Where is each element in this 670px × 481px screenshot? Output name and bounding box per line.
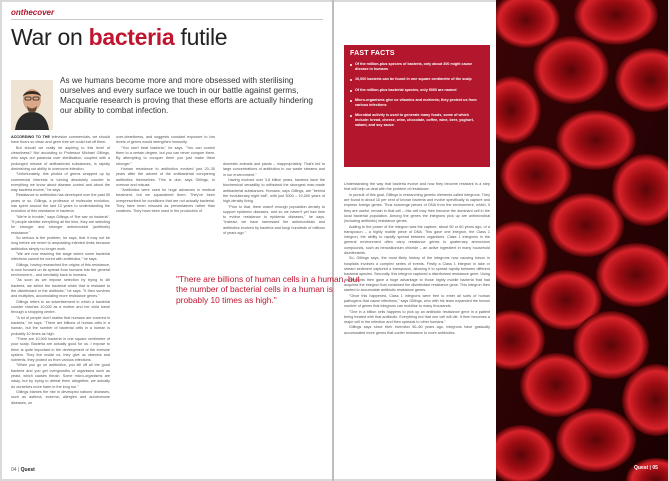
body-paragraph: Having evolved over 3.8 billion years, bacteria have the biochemical versatility to withstand the strongest man-made antibacterial substances. Humans, says Gillings, are "behind the evolutionary eight ball", with just 3000 – 10,000 years of high-density living. (223, 177, 325, 204)
standfirst: As we humans become more and more obsessed with sterilising ourselves and every surface we touch in our battle against germs, Macquarie research is proving that these efforts are actually hindering our ability to combat infection. (60, 76, 313, 115)
body-paragraph: Gillings refers to an advertisement in which a bacterial counter reaches 10,000 as a mother and her child travel through a shopping centre. (11, 299, 110, 315)
headline-prefix: War on (11, 24, 89, 50)
headline-suffix: futile (174, 24, 228, 50)
magazine-name: Quest (20, 467, 35, 473)
pull-quote: "There are billions of human cells in a human, but the number of bacterial cells in a human is probably 10 times as high." (176, 274, 360, 305)
red-cells-photo (496, 0, 668, 481)
body-paragraph: Resistance to antibiotics has developed over the past 50 years or so. Gillings, a professor of molecular evolution, has spent around the last 10 years to understanding the evolution of this resistance in bacteria. (11, 193, 110, 214)
fast-fact-item: 10,000 bacteria can be found in one square centimetre of the scalp (350, 77, 484, 82)
article-headline (11, 24, 227, 51)
fast-fact-item: Of the million-plus species of bacteria, only about 300 might cause disease in humans (350, 62, 484, 72)
headline-highlight: bacteria (88, 24, 175, 50)
author-portrait (11, 80, 53, 130)
body-paragraph: Understanding the way that bacteria evolve and how they become resistant is a step that will help us deal with the problem of resistance. (344, 182, 490, 192)
body-paragraph: "Prior to that, there wasn't enough population density to support epidemic diseases, and so we haven't yet had time to evolve resistance to epidemic diseases," he says. "Instead, we have harnessed the antimicrobials and antibiotics evolved by bacteria and fungi hundreds of millions of years ago." (223, 204, 325, 236)
lead-in: ACCORDING TO THE (11, 135, 50, 139)
left-page (2, 2, 332, 479)
body-paragraph: "There are 10,000 bacteria in one square centimetre of your scalp. Bacteria are actually good for us. I expose to them is quite important in the development of the immune system. They live inside us, they give us vitamins and nutrients, they protect us from various infections. (11, 336, 110, 363)
body-paragraph: Adding to the power of the integron was the capture, about 50 or 60 years ago, of a transposon – a highly mobile piece of DNA. This gave one integron, the Class 1 integron, the ability to rapidly spread between organisms. Class 1 integrons in the general environment often carry resistance genes to quaternary ammonium compounds, such as benzalkonium chloride – an active ingredient in many household disinfectants. (344, 224, 490, 256)
body-paragraph: domestic animals and plants – inappropriately. That's led to large concentrations of antibiotics in our waste streams and in our environment." (223, 162, 325, 177)
body-paragraph: Gillings blames the rise in developed nations' diseases, such as asthma, eczema, allergies and autoimmune diseases, on (11, 390, 110, 405)
body-column-1 (11, 135, 110, 461)
fast-fact-item: Microbial activity is used to generate many foods, some of which include: bread, cheese, wine, chocolate, coffee, wine, beer, yoghurt, salami, and soy sauce (350, 113, 484, 129)
fast-fact-item: Of the million-plus bacterial species, only 5000 are named (350, 88, 484, 93)
body-paragraph: In pursuit of this goal, Gillings is researching genetic elements called integrons. They are found in about 10 per cent of known bacteria and evolve specifically to capture and express foreign genes. Thus scavenge pieces of DNA from the environment, which, if they are useful, remain in that cell – this cell may then become the dominant cell in the local bacterial population. Among the genes the integrons pick up are antimicrobial (including antibiotic) resistance genes. (344, 192, 490, 224)
body-column-4 (344, 182, 490, 467)
body-paragraph: "We're in trouble," says Gillings of "the war on bacteria". "If people sterilise everything all the time, they are selecting for stronger and stronger antimicrobial (antibiotic) resistance." (11, 214, 110, 235)
body-paragraph: "Unfortunately, this phobia of germs wrapped up by commercial interests is turning absolutely counter to everything we know about disease control and about the way bacteria evolve," he says. (11, 172, 110, 193)
body-paragraph: "Once this happened, Class 1 integrons were free to enter all sorts of human pathogens that cause infections," says Gillings, who with his team expanded the known number of genes that integrons can mobilise to many thousands. (344, 293, 490, 309)
body-paragraph: But should we really be aspiring to this level of cleanliness? Not according to Professor Michael Gillings, who says our paranoia over sterilisation, coupled with a prolonged misuse of antibacterial substances, is rapidly diminishing our ability to overcome infection. (11, 145, 110, 171)
magazine-name: Quest (634, 465, 649, 471)
fast-fact-item: Micro-organisms give us vitamins and nutrients; they protect us from various infections (350, 98, 484, 108)
body-paragraph: "We are now reaching the stage where some bacterial infections cannot be cured with antibiotics," he says. (11, 251, 110, 262)
page-number: 04 (11, 467, 17, 473)
body-paragraph: So, Gillings says, the most likely history of the integrons now causing havoc in hospitals involves a complex series of events. Firstly a Class 1 integron in lake or stream sediment captured a transposon, allowing it to spread rapidly between different bacterial species. Secondly, this integron captured a disinfectant resistance gene. Using disinfectants then gave a huge advantage to those highly mobile bacteria that had acquired the integron that contained the disinfectant resistance gene. This integron then started to accumulate antibiotic resistance genes. (344, 256, 490, 293)
fast-facts-title: FAST FACTS (350, 50, 395, 57)
body-paragraph: "A lot of people don't realise that humans are covered in bacteria," he says. "There are billions of human cells in a human, but the number of bacterial cells in a human is probably 10 times as high. (11, 315, 110, 336)
body-column-3 (223, 162, 325, 462)
lead-text: television commercials, we should have floors so clean and germ free we could eat off them. (11, 135, 110, 145)
body-paragraph: Gillings, having researched the origins of this resistance, is now focused on its spread from humans into the general environment – and inevitably back to humans. (11, 262, 110, 278)
body-paragraph: "You can't beat bacteria," he says. "You can control them to a certain degree, but you can never conquer them. By attempting to conquer them you just make them stronger." (116, 145, 215, 166)
body-paragraph (11, 135, 110, 146)
body-paragraph: over-cleanliness, and suggests constant exposure to low levels of germs would strengthen immunity. (116, 135, 215, 145)
section-tag: onthecover (11, 8, 55, 17)
body-paragraph: "As soon as we impose selection by trying to kill bacteria, we select the bacterial strain that is resistant to the disinfectant or the antibiotic," he says. "It then survives and multiplies, accumulating more resistance genes." (11, 278, 110, 299)
fast-facts-list (350, 62, 484, 129)
portrait-image (11, 80, 53, 130)
body-paragraph: Gillings says since their invention 50–60 years ago, integrons have gradually accumulated more genes that confer resistance to more antibiotics. (344, 325, 490, 335)
body-paragraph: Human resistance to antibiotics evolved just 20–30 years after the advent of the antibacterial conquering antibiotics themselves. This is due, says Gillings, to overuse and misuse. (116, 166, 215, 187)
fast-facts-box (344, 45, 490, 167)
cells-image (496, 0, 668, 481)
folio-left: 04 | Quest (11, 467, 35, 473)
section-divider (11, 19, 323, 20)
page-number: 05 (652, 465, 658, 471)
folio-right: Quest | 05 (634, 465, 658, 471)
body-paragraph: "When you go on antibiotics, you kill off all the good bacteria and you get overgrowths of organisms such as yeast, which causes thrush. Some micro-organisms are nasty, but by trying to defeat them altogether, we actually do ourselves more harm in the long run." (11, 363, 110, 389)
body-paragraph: "One in a billion cells happens to pick up an antibiotic resistance gene in a patient being treated with that antibiotic. Everything but that one cell will die. It then becomes a major cell in the infection and then spreads to other humans." (344, 309, 490, 325)
body-paragraph: "Antibiotics were used for huge advances in medical treatment, but we squandered them. They've been overprescribed for conditions that are not actually bacterial. They have been misused as preventatives rather than curatives. They have been used in the production of (116, 188, 215, 214)
body-paragraph: So serious is the problem, he says, that it may not be long before we revert to amputating infected limbs because antibiotics simply no longer work. (11, 235, 110, 251)
